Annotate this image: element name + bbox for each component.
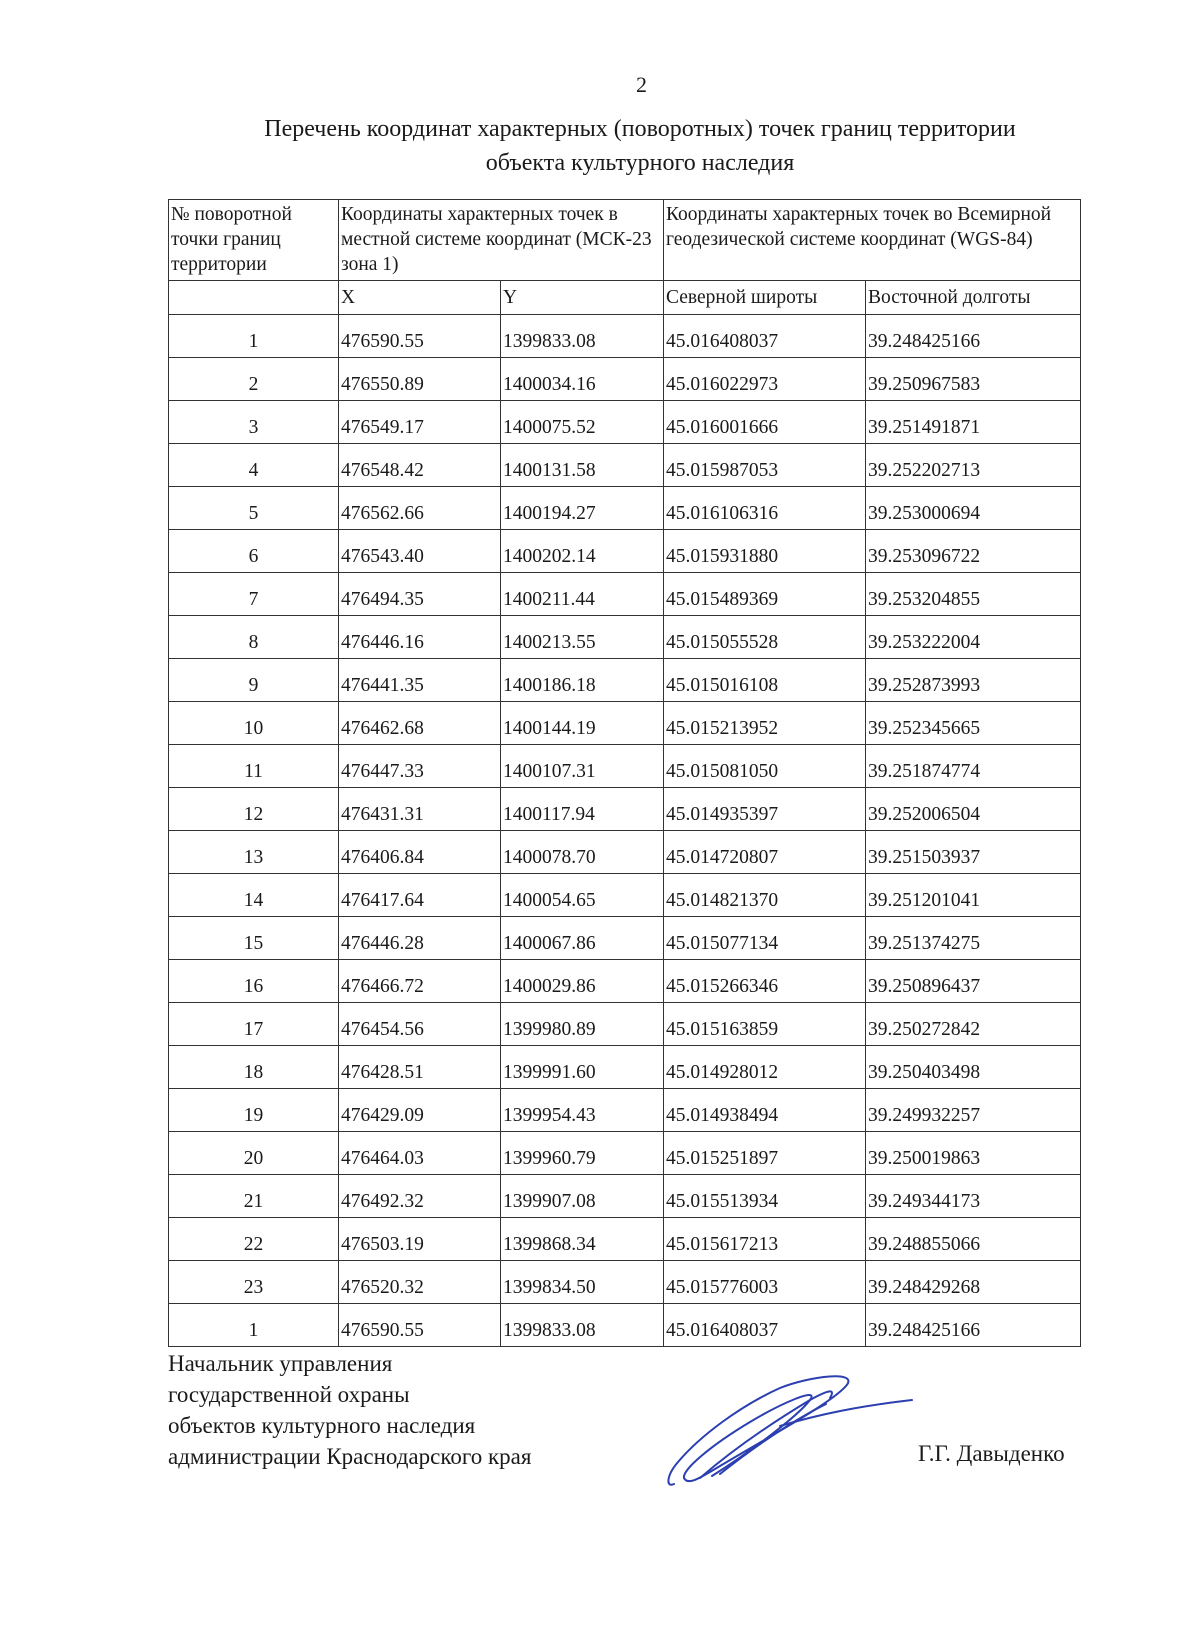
header-local-coordinates: Координаты характерных точек в местной системе координат (МСК-23 зона 1)	[339, 200, 664, 281]
cell-latitude: 45.015266346	[664, 960, 866, 1003]
cell-point-number: 7	[169, 573, 339, 616]
cell-point-number: 5	[169, 487, 339, 530]
cell-x: 476447.33	[339, 745, 501, 788]
cell-y: 1399991.60	[501, 1046, 664, 1089]
cell-point-number: 23	[169, 1261, 339, 1304]
cell-y: 1399960.79	[501, 1132, 664, 1175]
cell-x: 476562.66	[339, 487, 501, 530]
position-line-1: Начальник управления	[168, 1351, 393, 1376]
cell-point-number: 13	[169, 831, 339, 874]
table-row	[169, 444, 1081, 487]
cell-point-number: 21	[169, 1175, 339, 1218]
cell-longitude: 39.250896437	[866, 960, 1081, 1003]
cell-longitude: 39.253096722	[866, 530, 1081, 573]
table-row	[169, 831, 1081, 874]
cell-longitude: 39.252345665	[866, 702, 1081, 745]
cell-latitude: 45.015077134	[664, 917, 866, 960]
cell-x: 476441.35	[339, 659, 501, 702]
cell-point-number: 4	[169, 444, 339, 487]
cell-x: 476548.42	[339, 444, 501, 487]
document-title-line-2: объекта культурного наследия	[485, 150, 795, 176]
cell-longitude: 39.250272842	[866, 1003, 1081, 1046]
cell-latitude: 45.014720807	[664, 831, 866, 874]
cell-x: 476429.09	[339, 1089, 501, 1132]
subheader-latitude: Северной широты	[664, 281, 866, 315]
cell-x: 476454.56	[339, 1003, 501, 1046]
table-row	[169, 1046, 1081, 1089]
cell-latitude: 45.015987053	[664, 444, 866, 487]
table-row	[169, 917, 1081, 960]
cell-y: 1399833.08	[501, 315, 664, 358]
document-title-line-1: Перечень координат характерных (поворотных) точек границ территории	[264, 116, 1016, 142]
cell-point-number: 22	[169, 1218, 339, 1261]
table-row	[169, 401, 1081, 444]
cell-latitude: 45.016001666	[664, 401, 866, 444]
cell-y: 1400144.19	[501, 702, 664, 745]
cell-latitude: 45.015931880	[664, 530, 866, 573]
cell-point-number: 2	[169, 358, 339, 401]
cell-latitude: 45.016022973	[664, 358, 866, 401]
cell-x: 476503.19	[339, 1218, 501, 1261]
cell-point-number: 1	[169, 315, 339, 358]
cell-latitude: 45.015055528	[664, 616, 866, 659]
cell-latitude: 45.015016108	[664, 659, 866, 702]
cell-y: 1399833.08	[501, 1304, 664, 1347]
table-row	[169, 1261, 1081, 1304]
table-row	[169, 745, 1081, 788]
subheader-y: Y	[501, 281, 664, 315]
cell-latitude: 45.015513934	[664, 1175, 866, 1218]
cell-x: 476466.72	[339, 960, 501, 1003]
table-row	[169, 487, 1081, 530]
signatory-name: Г.Г. Давыденко	[918, 1441, 1065, 1466]
cell-x: 476462.68	[339, 702, 501, 745]
cell-y: 1400034.16	[501, 358, 664, 401]
cell-x: 476428.51	[339, 1046, 501, 1089]
cell-longitude: 39.251374275	[866, 917, 1081, 960]
cell-longitude: 39.250019863	[866, 1132, 1081, 1175]
cell-y: 1399834.50	[501, 1261, 664, 1304]
cell-point-number: 6	[169, 530, 339, 573]
cell-y: 1400131.58	[501, 444, 664, 487]
position-line-4: администрации Краснодарского края	[168, 1444, 532, 1469]
table-row	[169, 874, 1081, 917]
cell-latitude: 45.016106316	[664, 487, 866, 530]
cell-x: 476590.55	[339, 315, 501, 358]
cell-y: 1400211.44	[501, 573, 664, 616]
table-row	[169, 1089, 1081, 1132]
cell-x: 476543.40	[339, 530, 501, 573]
cell-y: 1400067.86	[501, 917, 664, 960]
cell-point-number: 12	[169, 788, 339, 831]
table-row	[169, 315, 1081, 358]
page-number: 2	[636, 72, 647, 97]
cell-point-number: 18	[169, 1046, 339, 1089]
table-row	[169, 1175, 1081, 1218]
cell-x: 476550.89	[339, 358, 501, 401]
cell-point-number: 20	[169, 1132, 339, 1175]
handwritten-signature	[660, 1366, 920, 1496]
table-row	[169, 1218, 1081, 1261]
cell-longitude: 39.250403498	[866, 1046, 1081, 1089]
cell-longitude: 39.253000694	[866, 487, 1081, 530]
table-row	[169, 1003, 1081, 1046]
cell-x: 476494.35	[339, 573, 501, 616]
cell-latitude: 45.015213952	[664, 702, 866, 745]
cell-latitude: 45.015489369	[664, 573, 866, 616]
subheader-longitude: Восточной долготы	[866, 281, 1081, 315]
table-body	[169, 315, 1081, 1347]
signatory-position	[168, 1348, 531, 1472]
cell-latitude: 45.014938494	[664, 1089, 866, 1132]
cell-latitude: 45.014928012	[664, 1046, 866, 1089]
cell-latitude: 45.015776003	[664, 1261, 866, 1304]
cell-point-number: 8	[169, 616, 339, 659]
cell-latitude: 45.014821370	[664, 874, 866, 917]
cell-latitude: 45.015081050	[664, 745, 866, 788]
cell-longitude: 39.253222004	[866, 616, 1081, 659]
table-row	[169, 1304, 1081, 1347]
cell-point-number: 9	[169, 659, 339, 702]
table-subheader-row	[169, 281, 1081, 315]
cell-longitude: 39.253204855	[866, 573, 1081, 616]
cell-point-number: 1	[169, 1304, 339, 1347]
position-line-3: объектов культурного наследия	[168, 1413, 476, 1438]
cell-y: 1400202.14	[501, 530, 664, 573]
cell-longitude: 39.252006504	[866, 788, 1081, 831]
cell-y: 1400054.65	[501, 874, 664, 917]
cell-longitude: 39.251491871	[866, 401, 1081, 444]
table-header-row	[169, 200, 1081, 281]
cell-longitude: 39.250967583	[866, 358, 1081, 401]
cell-longitude: 39.251201041	[866, 874, 1081, 917]
table-row	[169, 358, 1081, 401]
table-row	[169, 960, 1081, 1003]
position-line-2: государственной охраны	[168, 1382, 410, 1407]
cell-latitude: 45.015617213	[664, 1218, 866, 1261]
cell-x: 476549.17	[339, 401, 501, 444]
cell-latitude: 45.016408037	[664, 315, 866, 358]
cell-y: 1400029.86	[501, 960, 664, 1003]
cell-point-number: 16	[169, 960, 339, 1003]
cell-x: 476406.84	[339, 831, 501, 874]
cell-longitude: 39.251874774	[866, 745, 1081, 788]
cell-longitude: 39.248429268	[866, 1261, 1081, 1304]
cell-x: 476446.28	[339, 917, 501, 960]
cell-y: 1400107.31	[501, 745, 664, 788]
cell-x: 476446.16	[339, 616, 501, 659]
cell-longitude: 39.249344173	[866, 1175, 1081, 1218]
cell-y: 1400078.70	[501, 831, 664, 874]
cell-y: 1400213.55	[501, 616, 664, 659]
cell-x: 476590.55	[339, 1304, 501, 1347]
header-point-number: № поворотной точки границ территории	[169, 200, 339, 281]
cell-point-number: 11	[169, 745, 339, 788]
cell-longitude: 39.249932257	[866, 1089, 1081, 1132]
table-row	[169, 616, 1081, 659]
cell-longitude: 39.252873993	[866, 659, 1081, 702]
table-row	[169, 1132, 1081, 1175]
cell-x: 476492.32	[339, 1175, 501, 1218]
cell-point-number: 19	[169, 1089, 339, 1132]
cell-point-number: 10	[169, 702, 339, 745]
subheader-x: X	[339, 281, 501, 315]
cell-y: 1400075.52	[501, 401, 664, 444]
cell-y: 1399980.89	[501, 1003, 664, 1046]
cell-point-number: 17	[169, 1003, 339, 1046]
cell-y: 1400117.94	[501, 788, 664, 831]
cell-x: 476520.32	[339, 1261, 501, 1304]
cell-y: 1399907.08	[501, 1175, 664, 1218]
table-row	[169, 530, 1081, 573]
cell-point-number: 15	[169, 917, 339, 960]
cell-x: 476417.64	[339, 874, 501, 917]
cell-latitude: 45.016408037	[664, 1304, 866, 1347]
cell-longitude: 39.252202713	[866, 444, 1081, 487]
cell-y: 1400186.18	[501, 659, 664, 702]
cell-y: 1399954.43	[501, 1089, 664, 1132]
table-row	[169, 659, 1081, 702]
cell-longitude: 39.248855066	[866, 1218, 1081, 1261]
cell-x: 476464.03	[339, 1132, 501, 1175]
table-row	[169, 702, 1081, 745]
cell-longitude: 39.248425166	[866, 1304, 1081, 1347]
cell-y: 1400194.27	[501, 487, 664, 530]
table-row	[169, 573, 1081, 616]
table-row	[169, 788, 1081, 831]
subheader-empty	[169, 281, 339, 315]
cell-y: 1399868.34	[501, 1218, 664, 1261]
cell-longitude: 39.248425166	[866, 315, 1081, 358]
coordinates-table	[168, 199, 1081, 1347]
cell-point-number: 3	[169, 401, 339, 444]
cell-x: 476431.31	[339, 788, 501, 831]
cell-latitude: 45.014935397	[664, 788, 866, 831]
document-title	[150, 112, 1130, 180]
cell-latitude: 45.015163859	[664, 1003, 866, 1046]
header-wgs-coordinates: Координаты характерных точек во Всемирной геодезической системе координат (WGS-84)	[664, 200, 1081, 281]
cell-point-number: 14	[169, 874, 339, 917]
cell-longitude: 39.251503937	[866, 831, 1081, 874]
cell-latitude: 45.015251897	[664, 1132, 866, 1175]
